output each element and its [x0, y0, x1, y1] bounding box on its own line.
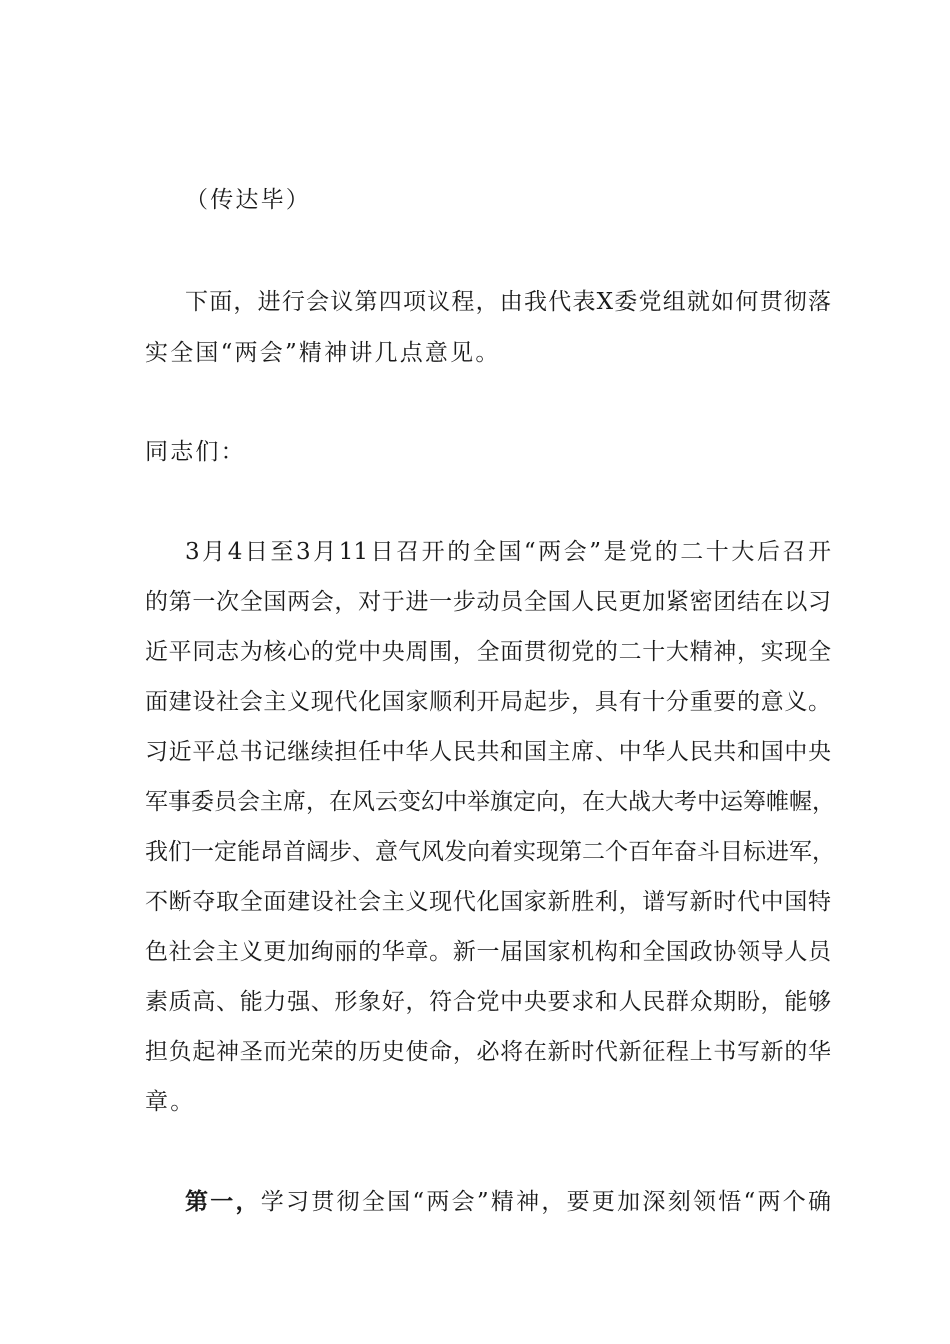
body-line: 担负起神圣而光荣的历史使命，必将在新时代新征程上书写新的华: [145, 1039, 831, 1065]
body-line: 习近平总书记继续担任中华人民共和国主席、中华人民共和国中央: [145, 739, 831, 765]
agenda-paragraph-line-2: 实全国“两会”精神讲几点意见。: [145, 340, 501, 366]
agenda-paragraph-line-1: 下面，进行会议第四项议程，由我代表X委党组就如何贯彻落: [185, 289, 831, 315]
body-line: 近平同志为核心的党中央周围，全面贯彻党的二十大精神，实现全: [145, 639, 831, 665]
transmission-end-note: （传达毕）: [185, 187, 311, 213]
body-line: 素质高、能力强、形象好，符合党中央要求和人民群众期盼，能够: [145, 989, 831, 1015]
point-one-lead: 第一，: [185, 1188, 261, 1215]
body-line: 不断夺取全面建设社会主义现代化国家新胜利，谱写新时代中国特: [145, 889, 831, 915]
point-one-text: 学习贯彻全国“两会”精神，要更加深刻领悟“两个确: [260, 1189, 831, 1215]
body-line: 我们一定能昂首阔步、意气风发向着实现第二个百年奋斗目标进军，: [145, 839, 835, 865]
point-one-line: [185, 1187, 831, 1217]
body-line: 3月4日至3月11日召开的全国“两会”是党的二十大后召开: [185, 539, 831, 565]
body-line: 色社会主义更加绚丽的华章。新一届国家机构和全国政协领导人员: [145, 939, 831, 965]
body-line: 军事委员会主席，在风云变幻中举旗定向，在大战大考中运筹帷幄，: [145, 789, 835, 815]
body-line: 面建设社会主义现代化国家顺利开局起步，具有十分重要的意义。: [145, 689, 831, 715]
body-line: 章。: [145, 1089, 196, 1115]
body-line: 的第一次全国两会，对于进一步动员全国人民更加紧密团结在以习: [145, 589, 831, 615]
salutation: 同志们：: [145, 439, 246, 465]
